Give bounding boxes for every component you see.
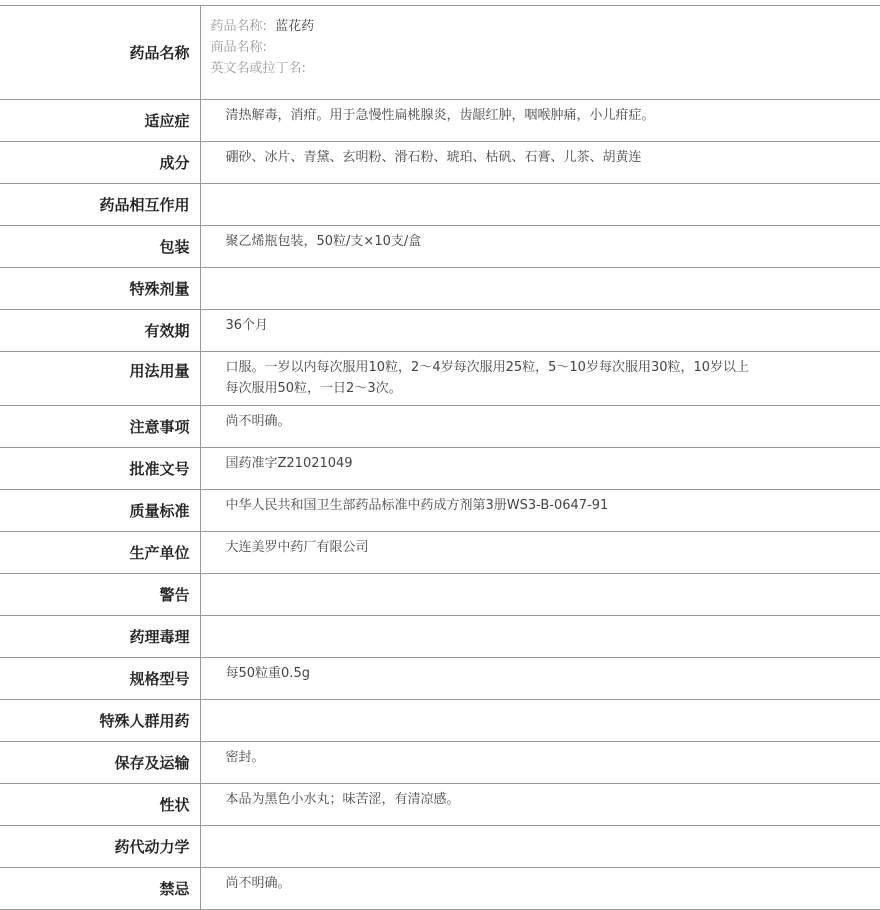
warning-label: 警告 (0, 574, 200, 616)
indications-value: 清热解毒，消疳。用于急慢性扁桃腺炎，齿龈红肿，咽喉肿痛，小儿疳症。 (200, 100, 880, 142)
ingredients-label: 成分 (0, 142, 200, 184)
row-description (0, 784, 880, 826)
dosage-label: 用法用量 (0, 352, 200, 406)
warning-value (200, 574, 880, 616)
row-indications (0, 100, 880, 142)
manufacturer-label: 生产单位 (0, 532, 200, 574)
row-contraindications (0, 868, 880, 910)
latin-name-caption: 英文名或拉丁名: (210, 61, 306, 76)
row-precautions (0, 406, 880, 448)
drug-spec-table (0, 5, 880, 910)
manufacturer-value: 大连美罗中药厂有限公司 (200, 532, 880, 574)
description-value: 本品为黑色小水丸；味苦涩，有清凉感。 (200, 784, 880, 826)
specification-value: 每50粒重0.5g (200, 658, 880, 700)
storage-label: 保存及运输 (0, 742, 200, 784)
ingredients-value: 硼砂、冰片、青黛、玄明粉、滑石粉、琥珀、枯矾、石膏、儿茶、胡黄连 (200, 142, 880, 184)
drug-name-line (211, 16, 761, 37)
precautions-label: 注意事项 (0, 406, 200, 448)
special-dosage-value (200, 268, 880, 310)
drug-name-caption: 药品名称: (210, 19, 267, 34)
indications-label: 适应症 (0, 100, 200, 142)
row-special-dosage (0, 268, 880, 310)
row-packaging (0, 226, 880, 268)
row-warning (0, 574, 880, 616)
contraindications-label: 禁忌 (0, 868, 200, 910)
row-special-populations (0, 700, 880, 742)
description-label: 性状 (0, 784, 200, 826)
approval-number-value: 国药准字Z21021049 (200, 448, 880, 490)
shelf-life-value: 36个月 (200, 310, 880, 352)
row-pharmacokinetics (0, 826, 880, 868)
row-manufacturer (0, 532, 880, 574)
trade-name-caption: 商品名称: (210, 40, 267, 55)
packaging-label: 包装 (0, 226, 200, 268)
interactions-label: 药品相互作用 (0, 184, 200, 226)
drug-name-cell (200, 6, 880, 100)
row-drug-name (0, 6, 880, 100)
quality-standard-value: 中华人民共和国卫生部药品标准中药成方剂第3册WS3-B-0647-91 (200, 490, 880, 532)
pharmacokinetics-value (200, 826, 880, 868)
row-quality-standard (0, 490, 880, 532)
row-ingredients (0, 142, 880, 184)
row-shelf-life (0, 310, 880, 352)
specification-label: 规格型号 (0, 658, 200, 700)
row-storage (0, 742, 880, 784)
row-dosage (0, 352, 880, 406)
quality-standard-label: 质量标准 (0, 490, 200, 532)
latin-name-line (211, 58, 761, 79)
pharmacokinetics-label: 药代动力学 (0, 826, 200, 868)
drug-name-value: 蓝花药 (275, 19, 315, 34)
special-dosage-label: 特殊剂量 (0, 268, 200, 310)
dosage-value: 口服。一岁以内每次服用10粒，2～4岁每次服用25粒，5～10岁每次服用30粒，10岁以上每次服用50粒，一日2～3次。 (200, 352, 880, 406)
interactions-value (200, 184, 880, 226)
storage-value: 密封。 (200, 742, 880, 784)
row-specification (0, 658, 880, 700)
special-populations-value (200, 700, 880, 742)
contraindications-value: 尚不明确。 (200, 868, 880, 910)
row-interactions (0, 184, 880, 226)
pharmacology-label: 药理毒理 (0, 616, 200, 658)
pharmacology-value (200, 616, 880, 658)
shelf-life-label: 有效期 (0, 310, 200, 352)
precautions-value: 尚不明确。 (200, 406, 880, 448)
drug-name-label: 药品名称 (0, 6, 200, 100)
row-approval-number (0, 448, 880, 490)
special-populations-label: 特殊人群用药 (0, 700, 200, 742)
row-pharmacology (0, 616, 880, 658)
packaging-value: 聚乙烯瓶包装，50粒/支×10支/盒 (200, 226, 880, 268)
trade-name-line (211, 37, 761, 58)
approval-number-label: 批准文号 (0, 448, 200, 490)
